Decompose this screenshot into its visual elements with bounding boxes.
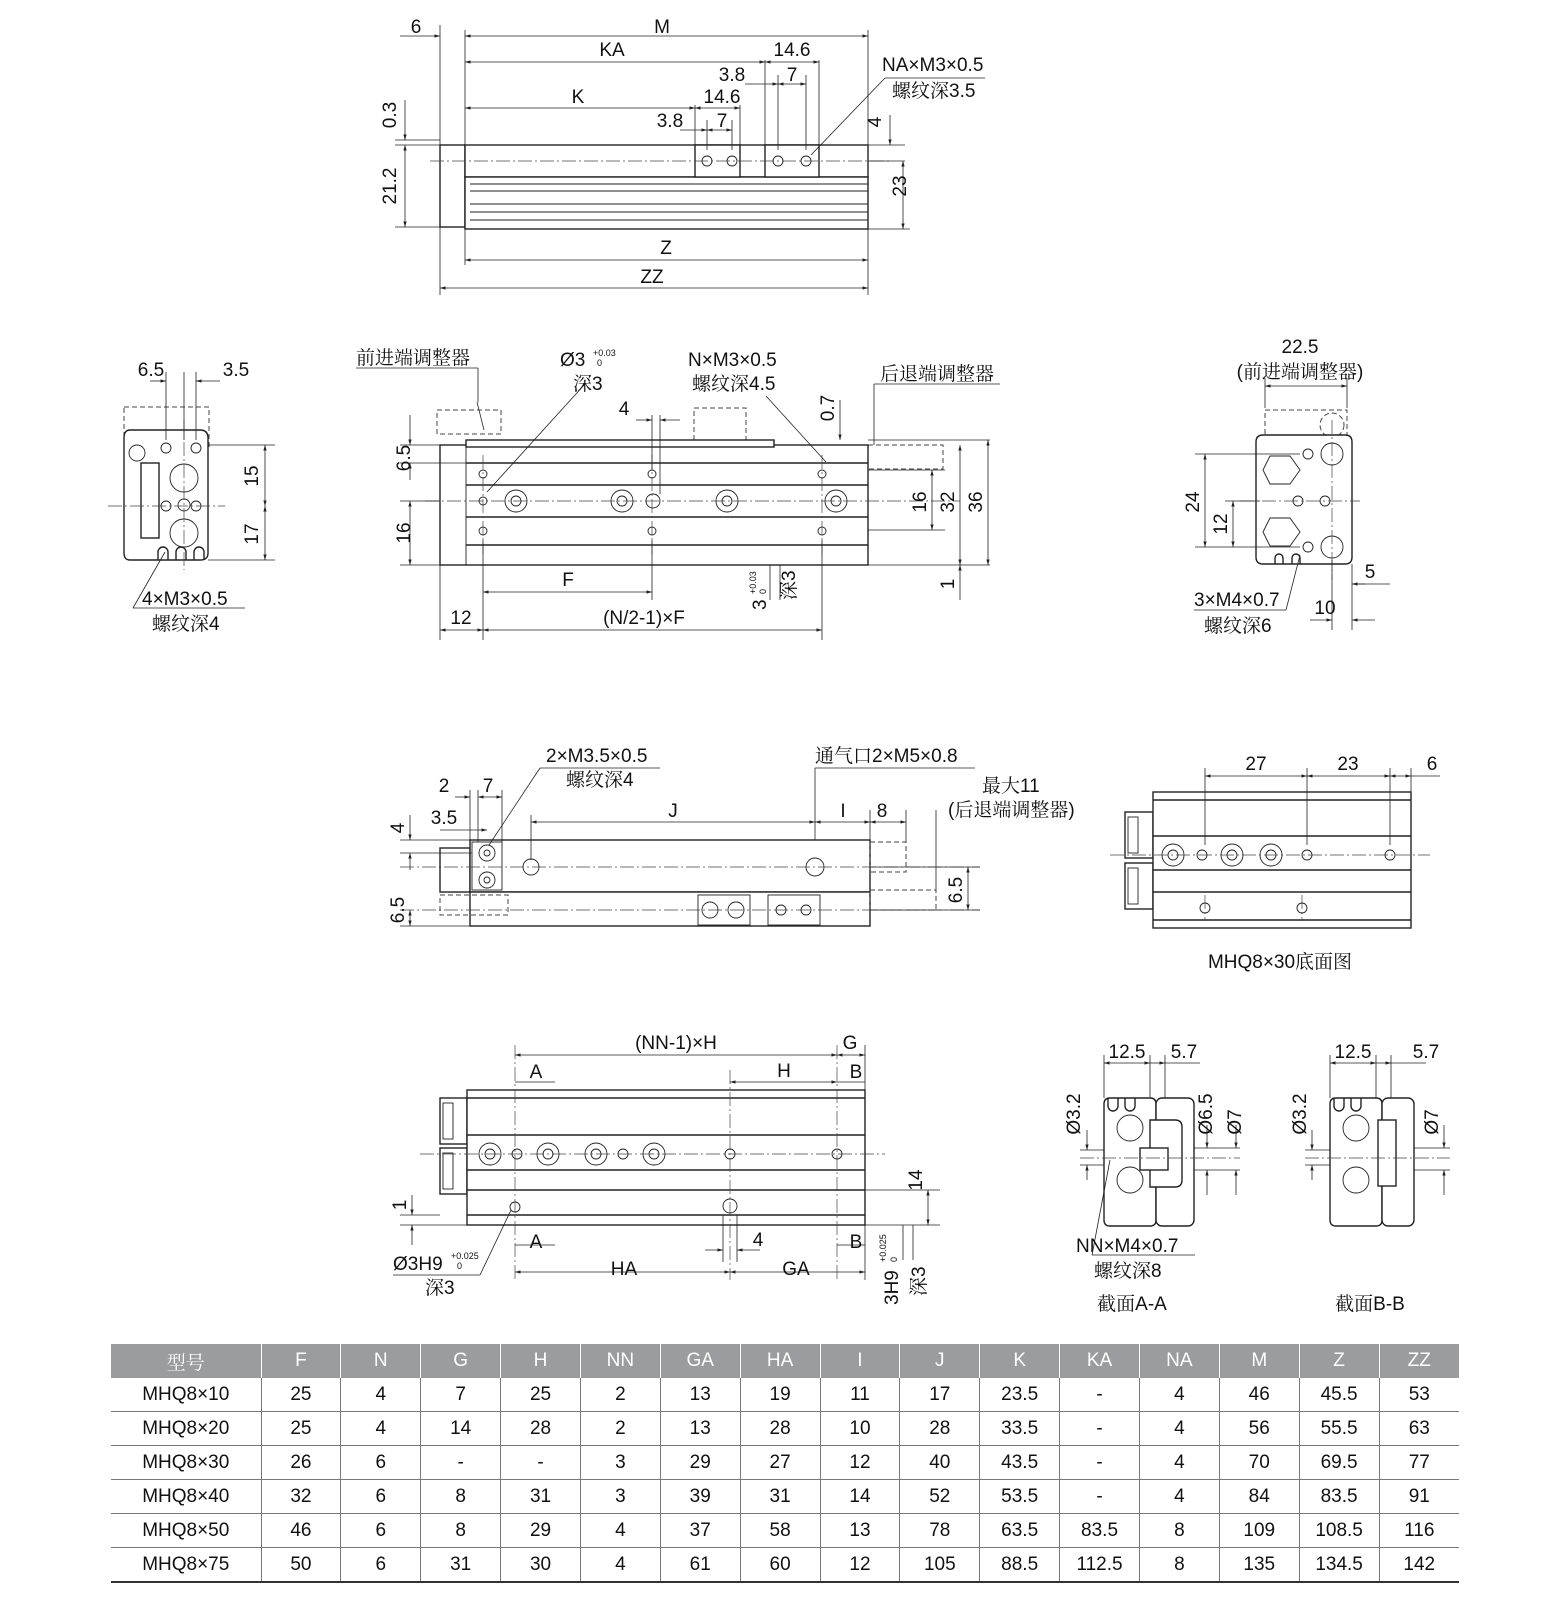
table-cell: 4 xyxy=(341,1412,421,1446)
table-cell: 31 xyxy=(501,1480,581,1514)
table-header-cell: ZZ xyxy=(1379,1344,1459,1378)
bottom-view-caption: MHQ8×30底面图 xyxy=(1207,952,1353,973)
table-cell: 108.5 xyxy=(1299,1514,1379,1548)
table-cell: 116 xyxy=(1379,1514,1459,1548)
table-row xyxy=(111,1446,1459,1480)
dim-dia-3-2: Ø3.2 xyxy=(1064,1093,1085,1135)
dim-dia-7: Ø7 xyxy=(1225,1109,1246,1135)
section-a-bottom: A xyxy=(529,1232,543,1253)
dim-12-5: 12.5 xyxy=(1334,1042,1372,1063)
table-cell: 6 xyxy=(341,1480,421,1514)
m3-thread-depth: 螺纹深4 xyxy=(152,614,220,635)
dim-12: 12 xyxy=(450,608,472,629)
slot-depth: 深3 xyxy=(779,570,800,600)
dim-14-6-b: 14.6 xyxy=(703,87,741,108)
spec-table xyxy=(111,1344,1459,1583)
dim-m: M xyxy=(654,17,670,38)
table-cell: 19 xyxy=(740,1378,820,1412)
table-header-cell: GA xyxy=(660,1344,740,1378)
table-cell: 53 xyxy=(1379,1378,1459,1412)
m3-5-thread-callout: 2×M3.5×0.5 xyxy=(546,746,648,767)
table-cell: 63.5 xyxy=(980,1514,1060,1548)
dim-1: 1 xyxy=(390,1199,411,1211)
table-cell: 4 xyxy=(1139,1446,1219,1480)
table-cell: - xyxy=(1060,1378,1140,1412)
dim-6-5: 6.5 xyxy=(137,360,165,381)
dim-21-2: 21.2 xyxy=(380,167,401,205)
table-header-cell: F xyxy=(261,1344,341,1378)
pin-tol-upper: +0.025 xyxy=(451,1251,479,1261)
dim-14: 14 xyxy=(906,1169,927,1191)
dim-dia-6-5: Ø6.5 xyxy=(1196,1093,1217,1135)
left-end-view xyxy=(108,360,275,635)
section-aa-caption: 截面A-A xyxy=(1097,1294,1167,1315)
table-cell: 135 xyxy=(1219,1548,1299,1583)
table-cell: 43.5 xyxy=(980,1446,1060,1480)
bottom-view xyxy=(1110,754,1440,973)
table-cell: - xyxy=(1060,1446,1140,1480)
table-cell: 4 xyxy=(1139,1378,1219,1412)
table-cell: 12 xyxy=(820,1446,900,1480)
table-cell: 14 xyxy=(421,1412,501,1446)
dim-6-5: 6.5 xyxy=(394,444,415,472)
spec-table-body xyxy=(111,1378,1459,1582)
table-cell: 58 xyxy=(740,1514,820,1548)
table-header-cell: Z xyxy=(1299,1344,1379,1378)
dim-1: 1 xyxy=(938,578,959,590)
dim-5-7: 5.7 xyxy=(1170,1042,1198,1063)
table-cell: 4 xyxy=(580,1514,660,1548)
spec-table-header xyxy=(111,1344,1459,1378)
table-cell: 77 xyxy=(1379,1446,1459,1480)
dim-12-5: 12.5 xyxy=(1108,1042,1146,1063)
table-cell: 53.5 xyxy=(980,1480,1060,1514)
table-cell: 55.5 xyxy=(1299,1412,1379,1446)
table-cell: 46 xyxy=(261,1514,341,1548)
dim-nn-1-h: (NN-1)×H xyxy=(635,1033,717,1054)
dim-dia-3-2: Ø3.2 xyxy=(1290,1093,1311,1135)
table-header-cell: J xyxy=(900,1344,980,1378)
pin-tol-lower: 0 xyxy=(457,1261,463,1271)
table-cell: 39 xyxy=(660,1480,740,1514)
table-cell: 26 xyxy=(261,1446,341,1480)
m4-thread-depth: 螺纹深6 xyxy=(1204,616,1272,637)
table-cell: 31 xyxy=(740,1480,820,1514)
dim-27: 27 xyxy=(1245,754,1267,775)
table-cell: 12 xyxy=(820,1548,900,1583)
section-bb-caption: 截面B-B xyxy=(1335,1294,1405,1315)
max-11-label: 最大11 xyxy=(982,776,1040,797)
dim-32: 32 xyxy=(938,491,959,513)
table-cell: MHQ8×75 xyxy=(111,1548,261,1583)
dim-6: 6 xyxy=(1426,754,1438,775)
side-view xyxy=(388,745,1075,926)
dim-ka: KA xyxy=(599,40,625,61)
dim-k: K xyxy=(571,87,585,108)
table-cell: - xyxy=(501,1446,581,1480)
dim-6-5-right: 6.5 xyxy=(946,876,967,904)
table-cell: 37 xyxy=(660,1514,740,1548)
table-cell: 8 xyxy=(421,1514,501,1548)
table-cell: 60 xyxy=(740,1548,820,1583)
table-cell: 14 xyxy=(820,1480,900,1514)
front-view xyxy=(356,347,1000,640)
n-thread-depth: 螺纹深4.5 xyxy=(692,374,776,395)
table-cell: 28 xyxy=(900,1412,980,1446)
dim-4: 4 xyxy=(752,1230,764,1251)
table-cell: MHQ8×50 xyxy=(111,1514,261,1548)
table-cell: 25 xyxy=(261,1378,341,1412)
slot-tol-lower: 0 xyxy=(889,1256,899,1262)
section-b-top: B xyxy=(849,1062,863,1083)
table-row xyxy=(111,1514,1459,1548)
dim-3-5: 3.5 xyxy=(222,360,250,381)
table-cell: 29 xyxy=(501,1514,581,1548)
table-cell: 33.5 xyxy=(980,1412,1060,1446)
dim-ha: HA xyxy=(610,1259,638,1280)
slot-tol-upper: +0.03 xyxy=(748,571,758,594)
table-cell: 8 xyxy=(1139,1514,1219,1548)
table-row xyxy=(111,1548,1459,1583)
dim-17: 17 xyxy=(242,523,263,545)
na-thread-depth: 螺纹深3.5 xyxy=(892,81,976,102)
m3-5-thread-depth: 螺纹深4 xyxy=(566,770,634,791)
table-cell: 63 xyxy=(1379,1412,1459,1446)
section-b-bottom: B xyxy=(849,1232,863,1253)
table-cell: - xyxy=(1060,1412,1140,1446)
dim-j: J xyxy=(668,801,678,822)
table-row xyxy=(111,1412,1459,1446)
dim-6: 6 xyxy=(410,17,422,38)
dim-4: 4 xyxy=(618,399,630,420)
dim-7-a: 7 xyxy=(786,65,798,86)
bore-depth: 深3 xyxy=(573,374,603,395)
dim-5: 5 xyxy=(1364,562,1376,583)
table-cell: 28 xyxy=(740,1412,820,1446)
table-row xyxy=(111,1378,1459,1412)
table-cell: 142 xyxy=(1379,1548,1459,1583)
table-header-cell: NN xyxy=(580,1344,660,1378)
table-cell: MHQ8×30 xyxy=(111,1446,261,1480)
table-cell: 69.5 xyxy=(1299,1446,1379,1480)
table-cell: 50 xyxy=(261,1548,341,1583)
table-cell: 40 xyxy=(900,1446,980,1480)
bore-tol-upper: +0.03 xyxy=(593,348,616,358)
table-cell: 134.5 xyxy=(1299,1548,1379,1583)
table-cell: 112.5 xyxy=(1060,1548,1140,1583)
table-cell: 25 xyxy=(501,1378,581,1412)
table-cell: - xyxy=(1060,1480,1140,1514)
table-header-cell: M xyxy=(1219,1344,1299,1378)
dim-7: 7 xyxy=(482,776,494,797)
section-aa xyxy=(1064,1042,1246,1315)
table-cell: 105 xyxy=(900,1548,980,1583)
nn-thread-callout: NN×M4×0.7 xyxy=(1076,1236,1179,1257)
bottom-detail-view xyxy=(390,1033,940,1305)
table-cell: - xyxy=(421,1446,501,1480)
table-cell: 29 xyxy=(660,1446,740,1480)
dim-f: F xyxy=(562,570,574,591)
pin-hole-label: Ø3H9 xyxy=(393,1254,443,1275)
table-cell: 45.5 xyxy=(1299,1378,1379,1412)
section-a-top: A xyxy=(529,1062,543,1083)
table-cell: 88.5 xyxy=(980,1548,1060,1583)
dim-dia-7: Ø7 xyxy=(1422,1109,1443,1135)
table-cell: 3 xyxy=(580,1480,660,1514)
table-cell: 2 xyxy=(580,1412,660,1446)
dim-10: 10 xyxy=(1314,598,1336,619)
table-cell: 70 xyxy=(1219,1446,1299,1480)
slot-depth: 深3 xyxy=(909,1266,930,1296)
table-header-cell: NA xyxy=(1139,1344,1219,1378)
table-cell: 6 xyxy=(341,1548,421,1583)
dim-ga: GA xyxy=(782,1259,810,1280)
dim-8: 8 xyxy=(876,801,888,822)
table-cell: 46 xyxy=(1219,1378,1299,1412)
pin-hole-depth: 深3 xyxy=(425,1278,455,1299)
dim-3-5: 3.5 xyxy=(430,808,458,829)
table-cell: 31 xyxy=(421,1548,501,1583)
table-cell: 17 xyxy=(900,1378,980,1412)
m4-thread-callout: 3×M4×0.7 xyxy=(1194,590,1280,611)
na-thread-callout: NA×M3×0.5 xyxy=(882,55,984,76)
slot-dim-3: 3 xyxy=(750,599,771,610)
table-cell: 56 xyxy=(1219,1412,1299,1446)
dim-h: H xyxy=(777,1061,791,1082)
table-header-cell: H xyxy=(501,1344,581,1378)
table-header-cell: I xyxy=(820,1344,900,1378)
table-cell: 28 xyxy=(501,1412,581,1446)
section-bb xyxy=(1290,1042,1450,1315)
table-cell: 4 xyxy=(341,1378,421,1412)
rear-adjuster-label: 后退端调整器 xyxy=(880,364,995,385)
table-cell: 10 xyxy=(820,1412,900,1446)
table-header-cell: G xyxy=(421,1344,501,1378)
table-cell: 32 xyxy=(261,1480,341,1514)
table-cell: 83.5 xyxy=(1299,1480,1379,1514)
table-cell: 109 xyxy=(1219,1514,1299,1548)
table-cell: 2 xyxy=(580,1378,660,1412)
table-cell: 52 xyxy=(900,1480,980,1514)
table-cell: 78 xyxy=(900,1514,980,1548)
dim-24: 24 xyxy=(1183,491,1204,513)
dim-15: 15 xyxy=(242,465,263,487)
dim-12: 12 xyxy=(1211,513,1232,535)
table-cell: 30 xyxy=(501,1548,581,1583)
table-cell: 91 xyxy=(1379,1480,1459,1514)
dim-23: 23 xyxy=(890,175,911,197)
table-header-cell: 型号 xyxy=(111,1344,261,1378)
table-cell: 23.5 xyxy=(980,1378,1060,1412)
table-cell: MHQ8×20 xyxy=(111,1412,261,1446)
table-cell: 84 xyxy=(1219,1480,1299,1514)
dim-2: 2 xyxy=(438,776,450,797)
bore-label: Ø3 xyxy=(560,350,586,371)
dim-4: 4 xyxy=(865,116,886,128)
table-cell: 4 xyxy=(580,1548,660,1583)
top-view xyxy=(380,17,985,295)
table-header-cell: KA xyxy=(1060,1344,1140,1378)
dim-3-8-b: 3.8 xyxy=(656,111,684,132)
table-cell: 7 xyxy=(421,1378,501,1412)
table-header-cell: N xyxy=(341,1344,421,1378)
table-row xyxy=(111,1480,1459,1514)
forward-adjuster-note: (前进端调整器) xyxy=(1236,362,1364,383)
dim-3-8-a: 3.8 xyxy=(718,65,746,86)
dim-i: I xyxy=(840,801,846,822)
table-header-cell: HA xyxy=(740,1344,820,1378)
table-cell: 27 xyxy=(740,1446,820,1480)
dim-zz: ZZ xyxy=(640,267,664,288)
forward-adjuster-label: 前进端调整器 xyxy=(356,348,471,369)
table-cell: 13 xyxy=(660,1412,740,1446)
slot-tol-lower: 0 xyxy=(758,588,768,594)
dim-n-half-f: (N/2-1)×F xyxy=(603,608,685,629)
dim-0-7: 0.7 xyxy=(818,394,839,422)
table-cell: MHQ8×10 xyxy=(111,1378,261,1412)
table-cell: 11 xyxy=(820,1378,900,1412)
nn-thread-depth: 螺纹深8 xyxy=(1094,1261,1162,1282)
dim-6-5-left: 6.5 xyxy=(388,896,409,924)
table-header-cell: K xyxy=(980,1344,1060,1378)
n-thread-callout: N×M3×0.5 xyxy=(688,350,777,371)
slot-tol-upper: +0.025 xyxy=(878,1234,888,1262)
table-cell: 13 xyxy=(820,1514,900,1548)
bore-tol-lower: 0 xyxy=(597,358,603,368)
air-port-callout: 通气口2×M5×0.8 xyxy=(815,746,958,767)
table-cell: MHQ8×40 xyxy=(111,1480,261,1514)
table-cell: 8 xyxy=(1139,1548,1219,1583)
table-cell: 4 xyxy=(1139,1412,1219,1446)
table-cell: 3 xyxy=(580,1446,660,1480)
slot-label: 3H9 xyxy=(882,1270,903,1305)
dim-0-3: 0.3 xyxy=(380,101,401,129)
dim-4: 4 xyxy=(388,822,409,834)
dim-5-7: 5.7 xyxy=(1412,1042,1440,1063)
table-cell: 83.5 xyxy=(1060,1514,1140,1548)
dim-7-b: 7 xyxy=(716,111,728,132)
dim-16-right: 16 xyxy=(910,491,931,513)
table-cell: 4 xyxy=(1139,1480,1219,1514)
table-cell: 8 xyxy=(421,1480,501,1514)
table-cell: 6 xyxy=(341,1446,421,1480)
rear-adjuster-note: (后退端调整器) xyxy=(948,800,1075,821)
table-cell: 25 xyxy=(261,1412,341,1446)
table-cell: 6 xyxy=(341,1514,421,1548)
m3-thread-callout: 4×M3×0.5 xyxy=(142,589,228,610)
right-end-view xyxy=(1183,337,1390,637)
table-cell: 13 xyxy=(660,1378,740,1412)
dim-z: Z xyxy=(660,238,672,259)
dim-g: G xyxy=(842,1033,858,1054)
dim-14-6-a: 14.6 xyxy=(773,40,811,61)
dim-23: 23 xyxy=(1337,754,1359,775)
table-cell: 61 xyxy=(660,1548,740,1583)
dim-16-left: 16 xyxy=(394,522,415,544)
dim-36: 36 xyxy=(966,491,987,513)
dim-22-5: 22.5 xyxy=(1281,337,1319,358)
